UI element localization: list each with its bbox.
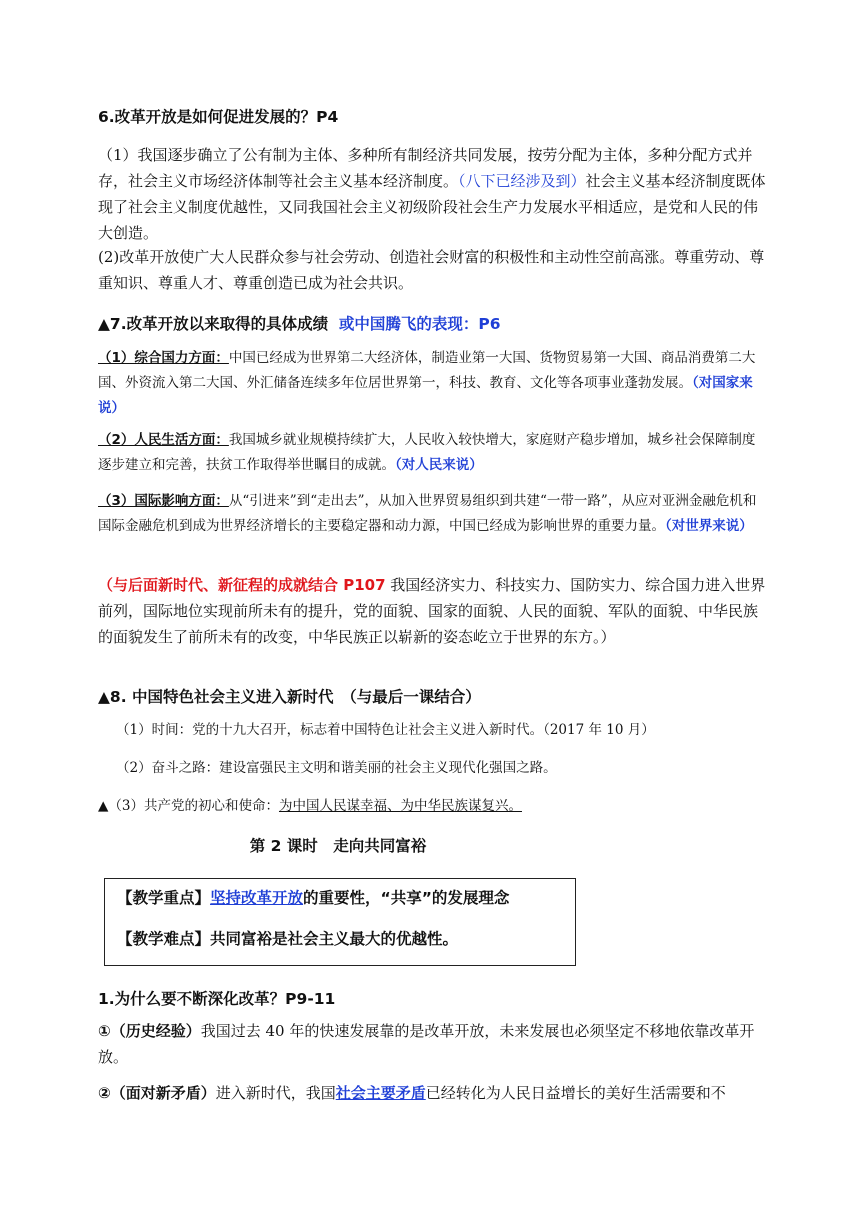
section-8-line-1-date: （2017 年 10 月）	[543, 722, 655, 738]
teaching-difficult-text: 共同富裕是社会主义最大的优越性。	[210, 930, 459, 948]
lesson-2-title: 第 2 课时 走向共同富裕	[249, 837, 427, 855]
section-8-line-3	[98, 794, 768, 819]
triangle-marker-icon: ▲	[98, 798, 109, 814]
section-7-item-3	[98, 489, 768, 539]
section-8-line-1	[116, 718, 786, 743]
question-1-answer-1-text: 我国过去 40 年的快速发展靠的是改革开放，未来发展也必须坚定不移地依靠改革开放。	[98, 1022, 755, 1066]
section-8-line-2: （2）奋斗之路：建设富强民主文明和谐美丽的社会主义现代化强国之路。	[116, 760, 557, 776]
section-7-red-note-label: （与后面新时代、新征程的成就结合 P107	[98, 576, 386, 594]
section-7-item-1	[98, 346, 768, 421]
section-8-line-1-text: （1）时间：党的十九大召开，标志着中国特色让社会主义进入新时代。	[116, 722, 544, 738]
section-6-paragraph-2: (2)改革开放使广大人民群众参与社会劳动、创造社会财富的积极性和主动性空前高涨。尊重劳动、尊重知识、尊重人才、尊重创造已成为社会共识。	[98, 248, 765, 292]
reform-opening-link[interactable]: 坚持改革开放	[210, 889, 304, 907]
section-7-item-2-label: （2）人民生活方面：	[98, 432, 229, 448]
teaching-difficult-label: 【教学难点】	[117, 930, 211, 948]
section-8-heading: ▲8. 中国特色社会主义进入新时代 （与最后一课结合）	[98, 688, 481, 706]
teaching-focus-box	[104, 878, 576, 966]
teaching-key-label: 【教学重点】	[117, 889, 211, 907]
teaching-difficult-point	[117, 927, 458, 949]
section-7-heading	[98, 313, 768, 335]
question-1-heading: 1.为什么要不断深化改革？P9-11	[98, 990, 336, 1008]
section-6-paragraph-1-text-2: 社会主义基本经济制度既体现了社会主义制度优越性，又同我国社会主义初级阶段社会生产力发展水平相适应，是党和人民的伟大创造。	[98, 172, 766, 242]
question-1-answer-2-text-2: 已经转化为人民日益增长的美好生活需要和不	[425, 1084, 726, 1102]
section-7-item-3-label: （3）国际影响方面：	[98, 493, 229, 509]
section-7-heading-text: ▲7.改革开放以来取得的具体成绩	[98, 315, 329, 333]
section-7-item-2-text: 我国城乡就业规模持续扩大，人民收入较快增大，家庭财产稳步增加，城乡社会保障制度逐步建立和完善，扶贫工作取得举世瞩目的成就。	[98, 432, 756, 473]
section-6-paragraph-1-note: （八下已经涉及到）	[458, 172, 586, 190]
teaching-key-point	[117, 886, 509, 908]
section-6-paragraph-1-text: （1）我国逐步确立了公有制为主体、多种所有制经济共同发展，按劳分配为主体，多种分配方式并存，社会主义市场经济体制等社会主义基本经济制度。	[98, 146, 753, 190]
section-7-item-3-note: （对世界来说）	[665, 518, 753, 534]
section-6-paragraph-1	[98, 142, 768, 246]
section-7-red-note-text: 我国经济实力、科技实力、国防实力、综合国力进入世界前列，国际地位实现前所未有的提升，党的面貌、国家的面貌、人民的面貌、军队的面貌、中华民族的面貌发生了前所未有的改变，中华民族正以崭新的姿态屹立于世界的东方。）	[98, 576, 766, 646]
section-7-red-note	[98, 572, 768, 650]
section-6-heading: 6.改革开放是如何促进发展的？P4	[98, 108, 339, 126]
question-1-answer-1-label: ①（历史经验）	[98, 1022, 201, 1040]
section-7-item-3-text: 从“引进来”到“走出去”，从加入世界贸易组织到共建“一带一路”，从应对亚洲金融危机和国际金融危机到成为世界经济增长的主要稳定器和动力源，中国已经成为影响世界的重要力量。	[98, 493, 757, 534]
question-1-answer-1	[98, 1018, 768, 1070]
teaching-key-text: 的重要性，“共享”的发展理念	[303, 889, 510, 907]
section-7-item-1-text: 中国已经成为世界第二大经济体，制造业第一大国、货物贸易第一大国、商品消费第二大国、外资流入第二大国、外汇储备连续多年位居世界第一，科技、教育、文化等各项事业蓬勃发展。	[98, 350, 756, 391]
section-7-item-1-label: （1）综合国力方面：	[98, 350, 229, 366]
question-1-answer-2	[98, 1080, 768, 1106]
section-7-item-2	[98, 428, 768, 478]
question-1-answer-2-label: ②（面对新矛盾）	[98, 1084, 216, 1102]
section-8-line-3-text: 为中国人民谋幸福、为中华民族谋复兴。	[278, 798, 522, 814]
section-7-heading-alt: 或中国腾飞的表现：P6	[338, 315, 501, 333]
section-7-item-1-note: （对国家来说）	[98, 375, 753, 416]
section-7-item-2-note: （对人民来说）	[395, 457, 483, 473]
section-8-line-3-label: （3）共产党的初心和使命：	[108, 798, 279, 814]
main-contradiction-link[interactable]: 社会主要矛盾	[335, 1084, 426, 1102]
question-1-answer-2-text: 进入新时代，我国	[215, 1084, 336, 1102]
